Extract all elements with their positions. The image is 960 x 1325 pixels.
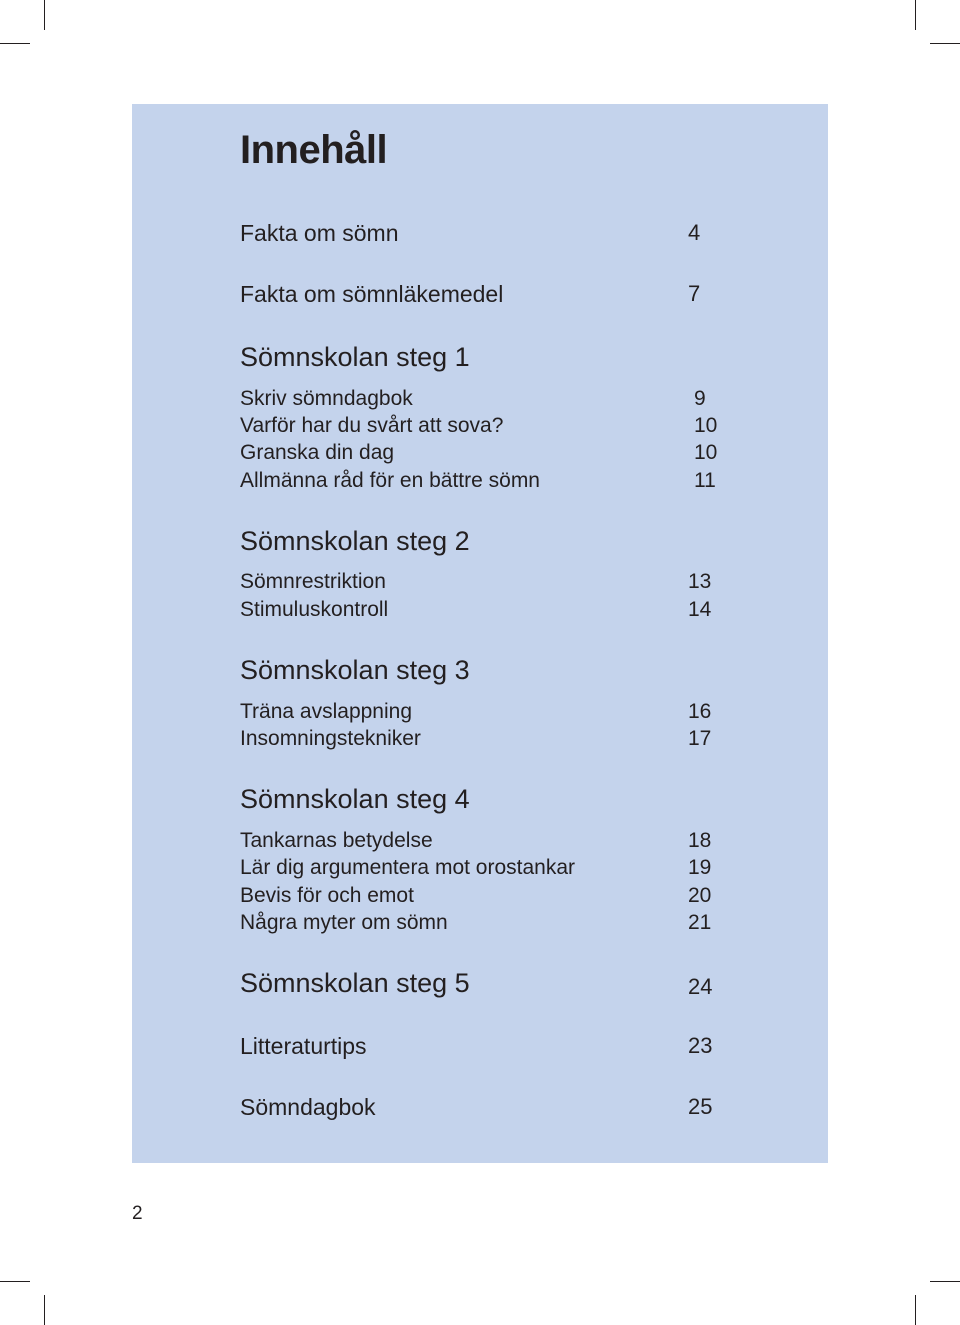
crop-mark <box>0 43 30 44</box>
toc-subentry-page: 10 <box>694 441 718 464</box>
toc-section-page: 24 <box>688 974 713 999</box>
toc-subentry <box>240 910 720 936</box>
toc-subentry <box>240 726 720 752</box>
toc-subentry-label: Tankarnas betydelse <box>240 829 433 852</box>
toc-subentry <box>240 386 720 412</box>
toc-subentry-label: Allmänna råd för en bättre sömn <box>240 469 540 492</box>
toc-subentry <box>240 855 720 881</box>
page-title: Innehåll <box>240 128 388 172</box>
toc-subentry-label: Varför har du svårt att sova? <box>240 414 504 437</box>
toc-section-heading <box>240 341 720 373</box>
toc-subentry <box>240 597 720 623</box>
toc-subentry-label: Bevis för och emot <box>240 884 414 907</box>
toc-subentry-page: 20 <box>688 884 712 907</box>
toc-subentry <box>240 468 720 494</box>
crop-mark <box>930 1281 960 1282</box>
toc-entry-label: Fakta om sömn <box>240 220 399 246</box>
toc-subentry-label: Träna avslappning <box>240 700 412 723</box>
crop-mark <box>0 1281 30 1282</box>
toc-subentry-page: 9 <box>694 387 706 410</box>
toc-subentry-page: 13 <box>688 570 712 593</box>
toc-entry-label: Sömndagbok <box>240 1094 376 1120</box>
toc-subentry <box>240 828 720 854</box>
toc-section-heading <box>240 525 720 557</box>
toc-subentry-page: 14 <box>688 598 712 621</box>
toc-subentry-page: 17 <box>688 727 712 750</box>
toc-section-label: Sömnskolan steg 4 <box>240 784 470 814</box>
toc-subentry <box>240 883 720 909</box>
toc-subentry <box>240 699 720 725</box>
toc-subentry-label: Stimuluskontroll <box>240 598 389 621</box>
toc-subentry-page: 21 <box>688 911 712 934</box>
toc-section-heading <box>240 654 720 686</box>
toc-entry-label: Fakta om sömnläkemedel <box>240 281 504 307</box>
crop-mark <box>44 1295 45 1325</box>
toc-section-label: Sömnskolan steg 3 <box>240 655 470 685</box>
toc-subentry-page: 10 <box>694 414 718 437</box>
toc-entry-page: 25 <box>688 1094 713 1119</box>
toc-section-label: Sömnskolan steg 1 <box>240 342 470 372</box>
crop-mark <box>915 1295 916 1325</box>
toc-subentry-page: 11 <box>694 469 716 492</box>
page-number: 2 <box>132 1203 143 1224</box>
toc-entry-page: 23 <box>688 1033 713 1058</box>
toc-subentry <box>240 413 720 439</box>
toc-subentry-label: Lär dig argumentera mot orostankar <box>240 856 576 879</box>
crop-mark <box>44 0 45 30</box>
crop-mark <box>915 0 916 30</box>
toc-subentry-page: 19 <box>688 856 712 879</box>
toc-subentry-label: Insomningstekniker <box>240 727 421 750</box>
toc-entry <box>240 280 720 308</box>
toc-subentry-page: 16 <box>688 700 712 723</box>
toc-subentry <box>240 440 720 466</box>
toc-entry-page: 4 <box>688 220 701 245</box>
toc-subentry-label: Sömnrestriktion <box>240 570 386 593</box>
toc-subentry <box>240 569 720 595</box>
toc-subentry-label: Några myter om sömn <box>240 911 448 934</box>
toc-subentry-page: 18 <box>688 829 712 852</box>
toc-section-label: Sömnskolan steg 2 <box>240 526 470 556</box>
toc-entry-page: 7 <box>688 281 701 306</box>
toc-entry <box>240 1093 720 1121</box>
toc-entry-label: Litteraturtips <box>240 1033 367 1059</box>
toc-section-heading <box>240 967 720 999</box>
toc-subentry-label: Granska din dag <box>240 441 395 464</box>
crop-mark <box>930 43 960 44</box>
toc-subentry-label: Skriv sömndagbok <box>240 387 413 410</box>
toc-entry <box>240 1032 720 1060</box>
toc-panel <box>132 104 828 1163</box>
toc-entry <box>240 219 720 247</box>
toc-section-label: Sömnskolan steg 5 <box>240 968 470 998</box>
toc-section-heading <box>240 783 720 815</box>
